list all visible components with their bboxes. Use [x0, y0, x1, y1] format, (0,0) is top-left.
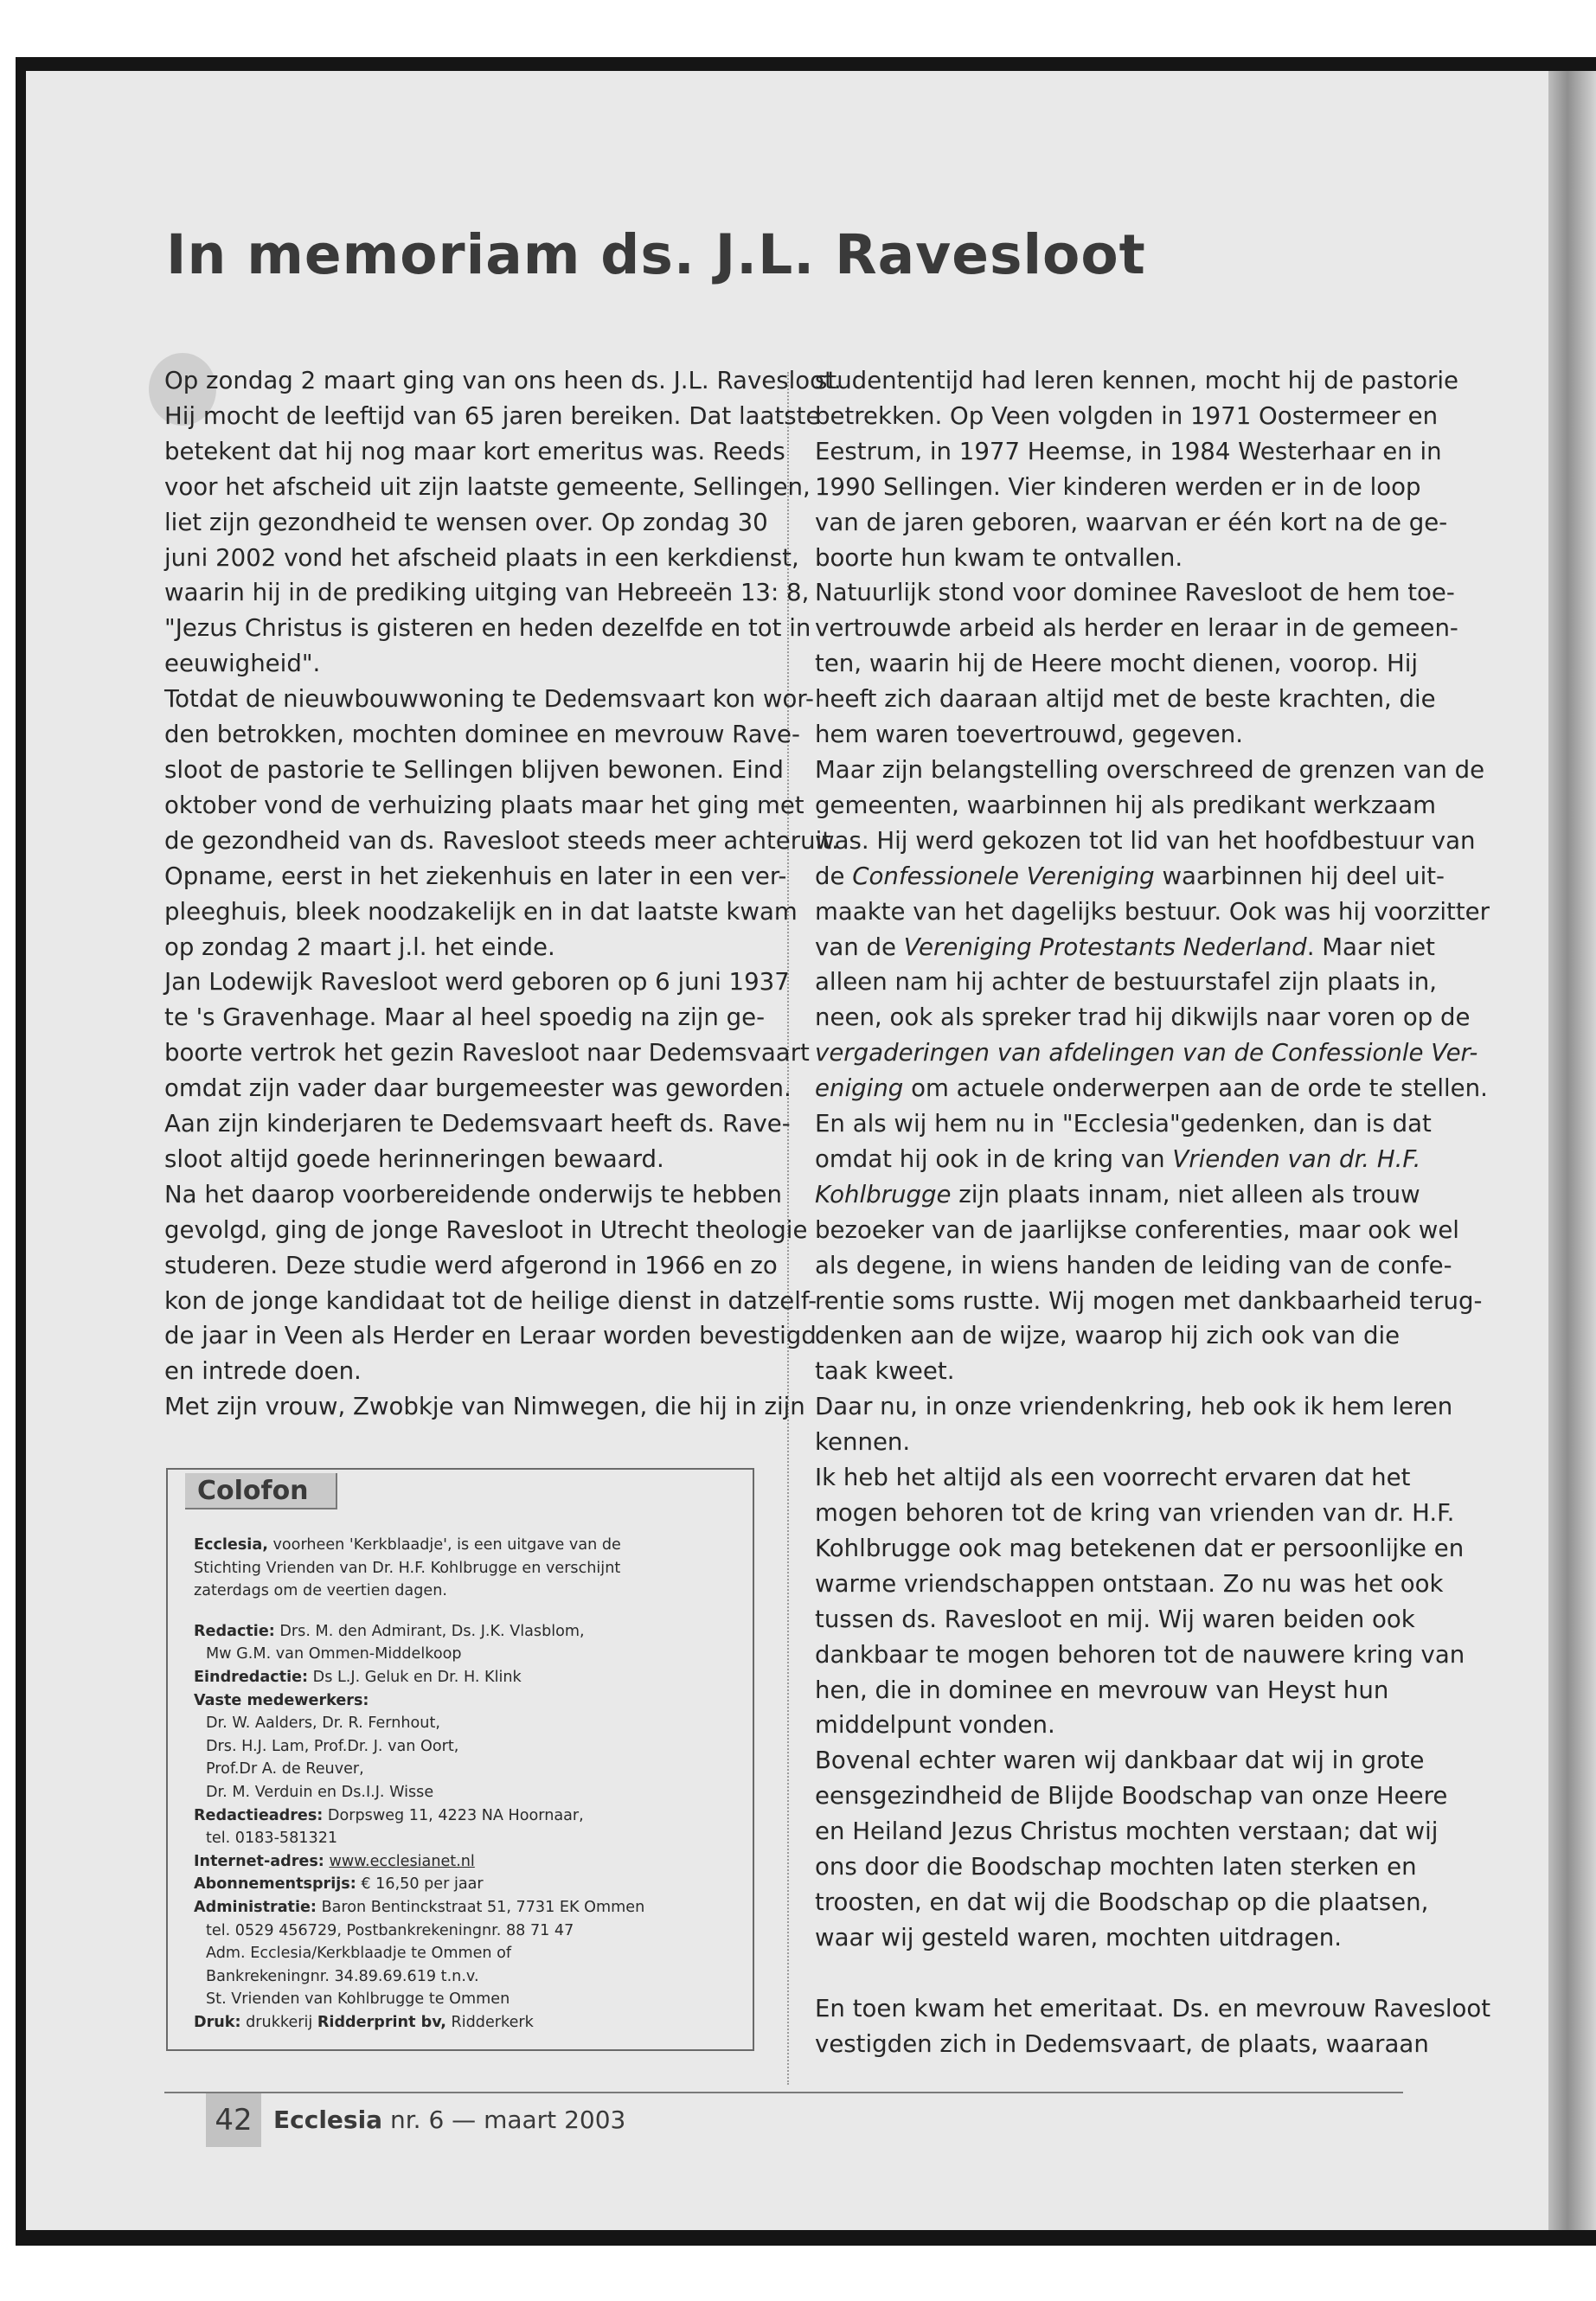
text-line: en Heiland Jezus Christus mochten verstaan; dat wij — [815, 1817, 1439, 1846]
colofon-line: Internet-adres: www.ecclesianet.nl — [194, 1852, 475, 1870]
text-line: eniging om actuele onderwerpen aan de orde te stellen. — [815, 1074, 1488, 1103]
text-line: En als wij hem nu in "Ecclesia"gedenken, dan is dat — [815, 1109, 1432, 1138]
scan-border-top — [16, 57, 1596, 71]
text-line: Na het daarop voorbereidende onderwijs te hebben — [164, 1179, 782, 1208]
colofon-line: Mw G.M. van Ommen-Middelkoop — [206, 1645, 462, 1663]
text-line: studententijd had leren kennen, mocht hij de pastorie — [815, 366, 1459, 394]
text-line: waar wij gesteld waren, mochten uitdragen. — [815, 1922, 1342, 1952]
text-line: vergaderingen van afdelingen van de Confessionle Ver- — [815, 1038, 1478, 1067]
text-line: mogen behoren tot de kring van vrienden van dr. H.F. — [815, 1498, 1455, 1527]
colofon-box — [166, 1468, 754, 2051]
text-line: de Confessionele Vereniging waarbinnen hij deel uit- — [815, 861, 1445, 890]
colofon-line: Drs. H.J. Lam, Prof.Dr. J. van Oort, — [206, 1737, 459, 1755]
text-line: kon de jonge kandidaat tot de heilige dienst in datzelf- — [164, 1285, 817, 1315]
colofon-line: Druk: drukkerij Ridderprint bv, Ridderkerk — [194, 2013, 534, 2031]
text-line: bezoeker van de jaarlijkse conferenties, maar ook wel — [815, 1215, 1459, 1244]
website-link[interactable]: www.ecclesianet.nl — [329, 1852, 475, 1870]
colofon-line: Ecclesia, voorheen 'Kerkblaadje', is een uitgave van de — [194, 1536, 621, 1554]
text-line: Opname, eerst in het ziekenhuis en later in een ver- — [164, 861, 787, 890]
colofon-line: Prof.Dr A. de Reuver, — [206, 1760, 364, 1779]
page-edge — [1548, 71, 1596, 2230]
text-line: middelpunt vonden. — [815, 1710, 1055, 1740]
text-line: pleeghuis, bleek noodzakelijk en in dat laatste kwam — [164, 896, 798, 926]
text-line: "Jezus Christus is gisteren en heden dezelfde en tot in — [164, 613, 811, 643]
text-line: heeft zich daaraan altijd met de beste krachten, die — [815, 684, 1436, 714]
text-line: sloot de pastorie te Sellingen blijven bewonen. Eind — [164, 754, 784, 784]
text-line: voor het afscheid uit zijn laatste gemeente, Sellingen, — [164, 471, 811, 501]
text-line: te 's Gravenhage. Maar al heel spoedig na zijn ge- — [164, 1003, 766, 1032]
text-line: Eestrum, in 1977 Heemse, in 1984 Westerhaar en in — [815, 436, 1442, 465]
article-column-left — [164, 363, 842, 1425]
text-line: gemeenten, waarbinnen hij als predikant werkzaam — [815, 790, 1437, 819]
text-line: warme vriendschappen ontstaan. Zo nu was het ook — [815, 1568, 1444, 1598]
colofon-line: Bankrekeningnr. 34.89.69.619 t.n.v. — [206, 1967, 479, 1985]
text-line: 1990 Sellingen. Vier kinderen werden er in de loop — [815, 471, 1421, 501]
text-line: Met zijn vrouw, Zwobkje van Nimwegen, die hij in zijn — [164, 1392, 805, 1421]
text-line: van de Vereniging Protestants Nederland. Maar niet — [815, 932, 1435, 961]
text-line: Jan Lodewijk Ravesloot werd geboren op 6 juni 1937 — [164, 967, 790, 997]
colofon-line: Administratie: Baron Bentinckstraat 51, 7731 EK Ommen — [194, 1898, 645, 1916]
text-line: van de jaren geboren, waarvan er één kort na de ge- — [815, 507, 1448, 536]
colofon-line: tel. 0529 456729, Postbankrekeningnr. 88 71 47 — [206, 1921, 574, 1939]
text-line: Totdat de nieuwbouwwoning te Dedemsvaart kon wor- — [164, 684, 814, 714]
text-line: de jaar in Veen als Herder en Leraar worden bevestigd — [164, 1321, 817, 1350]
text-line: den betrokken, mochten dominee en mevrouw Rave- — [164, 720, 800, 749]
colofon-line: Abonnementsprijs: € 16,50 per jaar — [194, 1875, 484, 1894]
text-line: Natuurlijk stond voor dominee Ravesloot de hem toe- — [815, 578, 1455, 607]
text-line: omdat zijn vader daar burgemeester was geworden. — [164, 1074, 792, 1103]
text-line: denken aan de wijze, waarop hij zich ook van die — [815, 1321, 1401, 1350]
footer-rule — [164, 2092, 1403, 2093]
text-line: waarin hij in de prediking uitging van Hebreeën 13: 8, — [164, 578, 810, 607]
colofon-body — [194, 1534, 739, 2034]
colofon-line: Dr. W. Aalders, Dr. R. Fernhout, — [206, 1715, 440, 1733]
colofon-line: tel. 0183-581321 — [206, 1830, 338, 1848]
text-line: Daar nu, in onze vriendenkring, heb ook ik hem leren — [815, 1392, 1453, 1421]
colofon-line: Eindredactie: Ds L.J. Geluk en Dr. H. Klink — [194, 1668, 522, 1686]
scan-border-left — [16, 57, 26, 2246]
text-line: Kohlbrugge zijn plaats innam, niet alleen als trouw — [815, 1179, 1420, 1208]
text-line: Aan zijn kinderjaren te Dedemsvaart heeft ds. Rave- — [164, 1109, 791, 1138]
text-line: hen, die in dominee en mevrouw van Heyst hun — [815, 1675, 1389, 1704]
text-line: betekent dat hij nog maar kort emeritus was. Reeds — [164, 436, 785, 465]
text-line: Ik heb het altijd als een voorrecht ervaren dat het — [815, 1463, 1411, 1492]
colofon-line: St. Vrienden van Kohlbrugge te Ommen — [206, 1990, 510, 2009]
text-line: en intrede doen. — [164, 1356, 362, 1386]
text-line: eensgezindheid de Blijde Boodschap van onze Heere — [815, 1781, 1448, 1811]
text-line: studeren. Deze studie werd afgerond in 1966 en zo — [164, 1250, 778, 1279]
text-line: taak kweet. — [815, 1356, 955, 1386]
text-line: Hij mocht de leeftijd van 65 jaren bereiken. Dat laatste — [164, 401, 821, 430]
text-line: als degene, in wiens handen de leiding van de confe- — [815, 1250, 1452, 1279]
text-line: omdat hij ook in de kring van Vrienden van dr. H.F. — [815, 1144, 1421, 1173]
text-line: ons door die Boodschap mochten laten sterken en — [815, 1852, 1417, 1881]
text-line: liet zijn gezondheid te wensen over. Op zondag 30 — [164, 507, 768, 536]
text-line: op zondag 2 maart j.l. het einde. — [164, 932, 555, 961]
text-line: kennen. — [815, 1427, 911, 1457]
text-line: maakte van het dagelijks bestuur. Ook was hij voorzitter — [815, 896, 1490, 926]
text-line: Bovenal echter waren wij dankbaar dat wij in grote — [815, 1746, 1425, 1775]
text-line: vestigden zich in Dedemsvaart, de plaats, waaraan — [815, 2029, 1429, 2058]
colofon-line: Redactie: Drs. M. den Admirant, Ds. J.K. Vlasblom, — [194, 1622, 585, 1640]
text-line: betrekken. Op Veen volgden in 1971 Oostermeer en — [815, 401, 1439, 430]
colofon-line: Vaste medewerkers: — [194, 1691, 369, 1709]
text-line: eeuwigheid". — [164, 649, 321, 678]
text-line: tussen ds. Ravesloot en mij. Wij waren beiden ook — [815, 1604, 1415, 1633]
text-line: Kohlbrugge ook mag betekenen dat er persoonlijke en — [815, 1533, 1465, 1562]
page-number: 42 — [206, 2093, 261, 2147]
text-line: gevolgd, ging de jonge Ravesloot in Utrecht theologie — [164, 1215, 808, 1244]
text-line: juni 2002 vond het afscheid plaats in een kerkdienst, — [164, 542, 799, 572]
text-line: En toen kwam het emeritaat. Ds. en mevrouw Ravesloot — [815, 1993, 1491, 2022]
text-line: boorte vertrok het gezin Ravesloot naar Dedemsvaart — [164, 1038, 810, 1067]
text-line: neen, ook als spreker trad hij dikwijls naar voren op de — [815, 1003, 1471, 1032]
colofon-heading: Colofon — [185, 1473, 337, 1509]
colofon-line: zaterdags om de veertien dagen. — [194, 1582, 447, 1600]
text-line: alleen nam hij achter de bestuurstafel zijn plaats in, — [815, 967, 1438, 997]
article-column-right — [815, 363, 1491, 2061]
scan-border-bottom — [16, 2230, 1596, 2246]
colofon-line: Adm. Ecclesia/Kerkblaadje te Ommen of — [206, 1945, 512, 1963]
text-line: dankbaar te mogen behoren tot de nauwere kring van — [815, 1639, 1465, 1669]
colofon-line: Dr. M. Verduin en Ds.I.J. Wisse — [206, 1783, 434, 1801]
footer-publication: Ecclesia nr. 6 — maart 2003 — [273, 2106, 626, 2134]
article-title: In memoriam ds. J.L. Ravesloot — [166, 223, 1146, 286]
text-line: rentie soms rustte. Wij mogen met dankbaarheid terug- — [815, 1285, 1483, 1315]
text-line: ten, waarin hij de Heere mocht dienen, voorop. Hij — [815, 649, 1419, 678]
text-line: troosten, en dat wij die Boodschap op die plaatsen, — [815, 1887, 1429, 1916]
text-line: vertrouwde arbeid als herder en leraar in de gemeen- — [815, 613, 1458, 643]
text-line: de gezondheid van ds. Ravesloot steeds meer achteruit. — [164, 825, 839, 855]
text-line: oktober vond de verhuizing plaats maar het ging met — [164, 790, 804, 819]
text-line: Maar zijn belangstelling overschreed de grenzen van de — [815, 754, 1485, 784]
text-line: hem waren toevertrouwd, gegeven. — [815, 720, 1244, 749]
text-line: Op zondag 2 maart ging van ons heen ds. J.L. Ravesloot. — [164, 366, 842, 394]
text-line: was. Hij werd gekozen tot lid van het hoofdbestuur van — [815, 825, 1476, 855]
colofon-line: Stichting Vrienden van Dr. H.F. Kohlbrugge en verschijnt — [194, 1559, 621, 1577]
text-line: sloot altijd goede herinneringen bewaard. — [164, 1144, 664, 1173]
colofon-line: Redactieadres: Dorpsweg 11, 4223 NA Hoornaar, — [194, 1806, 584, 1824]
text-line: boorte hun kwam te ontvallen. — [815, 542, 1183, 572]
